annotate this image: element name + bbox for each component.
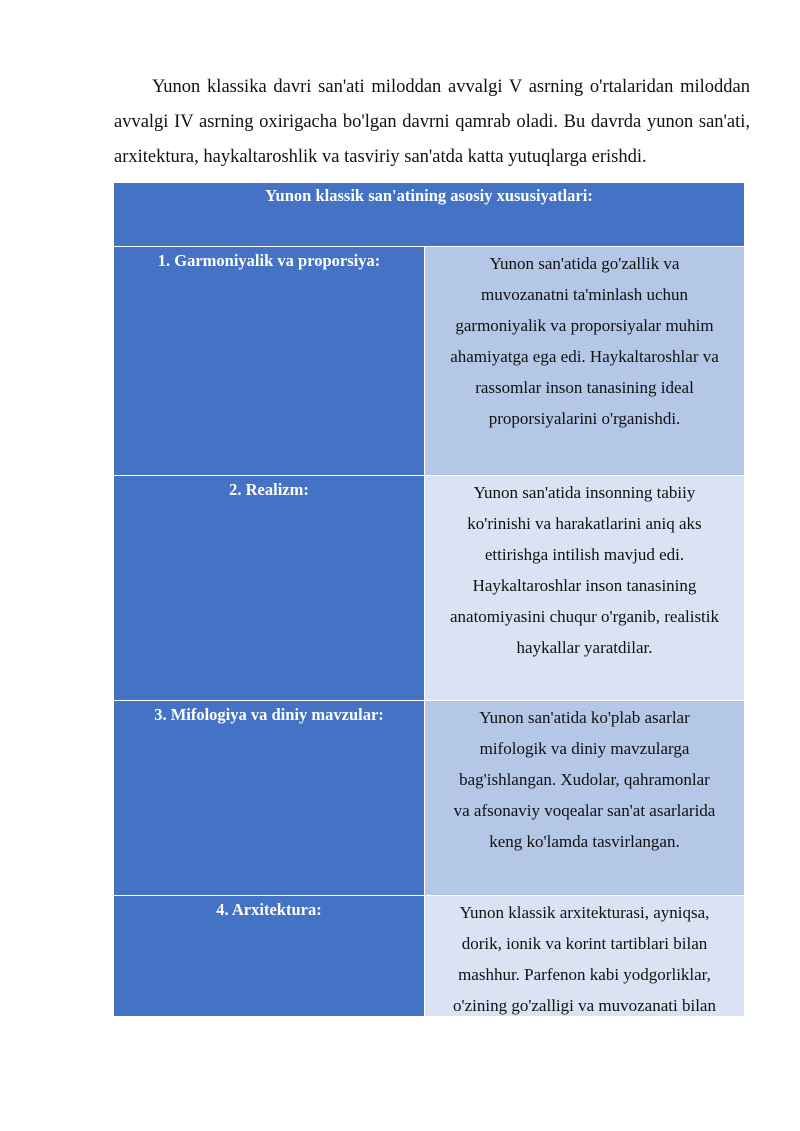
intro-paragraph: Yunon klassika davri san'ati miloddan avvalgi V asrning o'rtalaridan miloddan avvalgi IV asrning oxirigacha bo'lgan davrni qamrab oladi. Bu davrda yunon san'ati, arxitektura, haykaltaroshlik va tasviriy san'atda katta yutuqlarga erishdi. — [114, 77, 750, 167]
description-line: ko'rinishi va harakatlarini aniq aks — [467, 514, 702, 533]
table-row — [114, 247, 744, 475]
row-description — [425, 701, 744, 895]
description-line: va afsonaviy voqealar san'at asarlarida — [453, 801, 716, 820]
description-line: anatomiyasini chuqur o'rganib, realistik — [449, 607, 720, 626]
row-title: 4. Arxitektura: — [114, 896, 425, 1016]
description-line: mashhur. Parfenon kabi yodgorliklar, — [458, 965, 711, 984]
description-line: rassomlar inson tanasining ideal — [475, 378, 694, 397]
row-description — [425, 247, 744, 475]
description-line: Yunon klassik arxitekturasi, ayniqsa, — [459, 903, 710, 922]
description-line: Yunon san'atida insonning tabiiy — [473, 483, 696, 502]
description-line: keng ko'lamda tasvirlangan. — [489, 832, 680, 851]
description-line: ettirishga intilish mavjud edi. — [484, 545, 685, 564]
row-title: 2. Realizm: — [114, 476, 425, 700]
features-table — [114, 183, 744, 1016]
description-line: ahamiyatga ega edi. Haykaltaroshlar va — [450, 347, 719, 366]
description-line: proporsiyalarini o'rganishdi. — [488, 409, 681, 428]
description-line: o'zining go'zalligi va muvozanati bilan — [453, 996, 716, 1015]
table-row — [114, 475, 744, 700]
row-title: 3. Mifologiya va diniy mavzular: — [114, 701, 425, 895]
description-line: muvozanatni ta'minlash uchun — [480, 285, 688, 304]
row-title: 1. Garmoniyalik va proporsiya: — [114, 247, 425, 475]
description-line: Yunon san'atida ko'plab asarlar — [479, 708, 690, 727]
table-row — [114, 895, 744, 1016]
table-row — [114, 700, 744, 895]
table-header: Yunon klassik san'atining asosiy xususiyatlari: — [114, 183, 744, 247]
row-description — [425, 476, 744, 700]
description-line: bag'ishlangan. Xudolar, qahramonlar — [459, 770, 710, 789]
row-description — [425, 896, 744, 1016]
description-line: mifologik va diniy mavzularga — [479, 739, 690, 758]
description-line: haykallar yaratdilar. — [516, 638, 653, 657]
description-line: Yunon san'atida go'zallik va — [489, 254, 680, 273]
description-line: Haykaltaroshlar inson tanasining — [472, 576, 697, 595]
description-line: garmoniyalik va proporsiyalar muhim — [455, 316, 714, 335]
description-line: dorik, ionik va korint tartiblari bilan — [461, 934, 708, 953]
